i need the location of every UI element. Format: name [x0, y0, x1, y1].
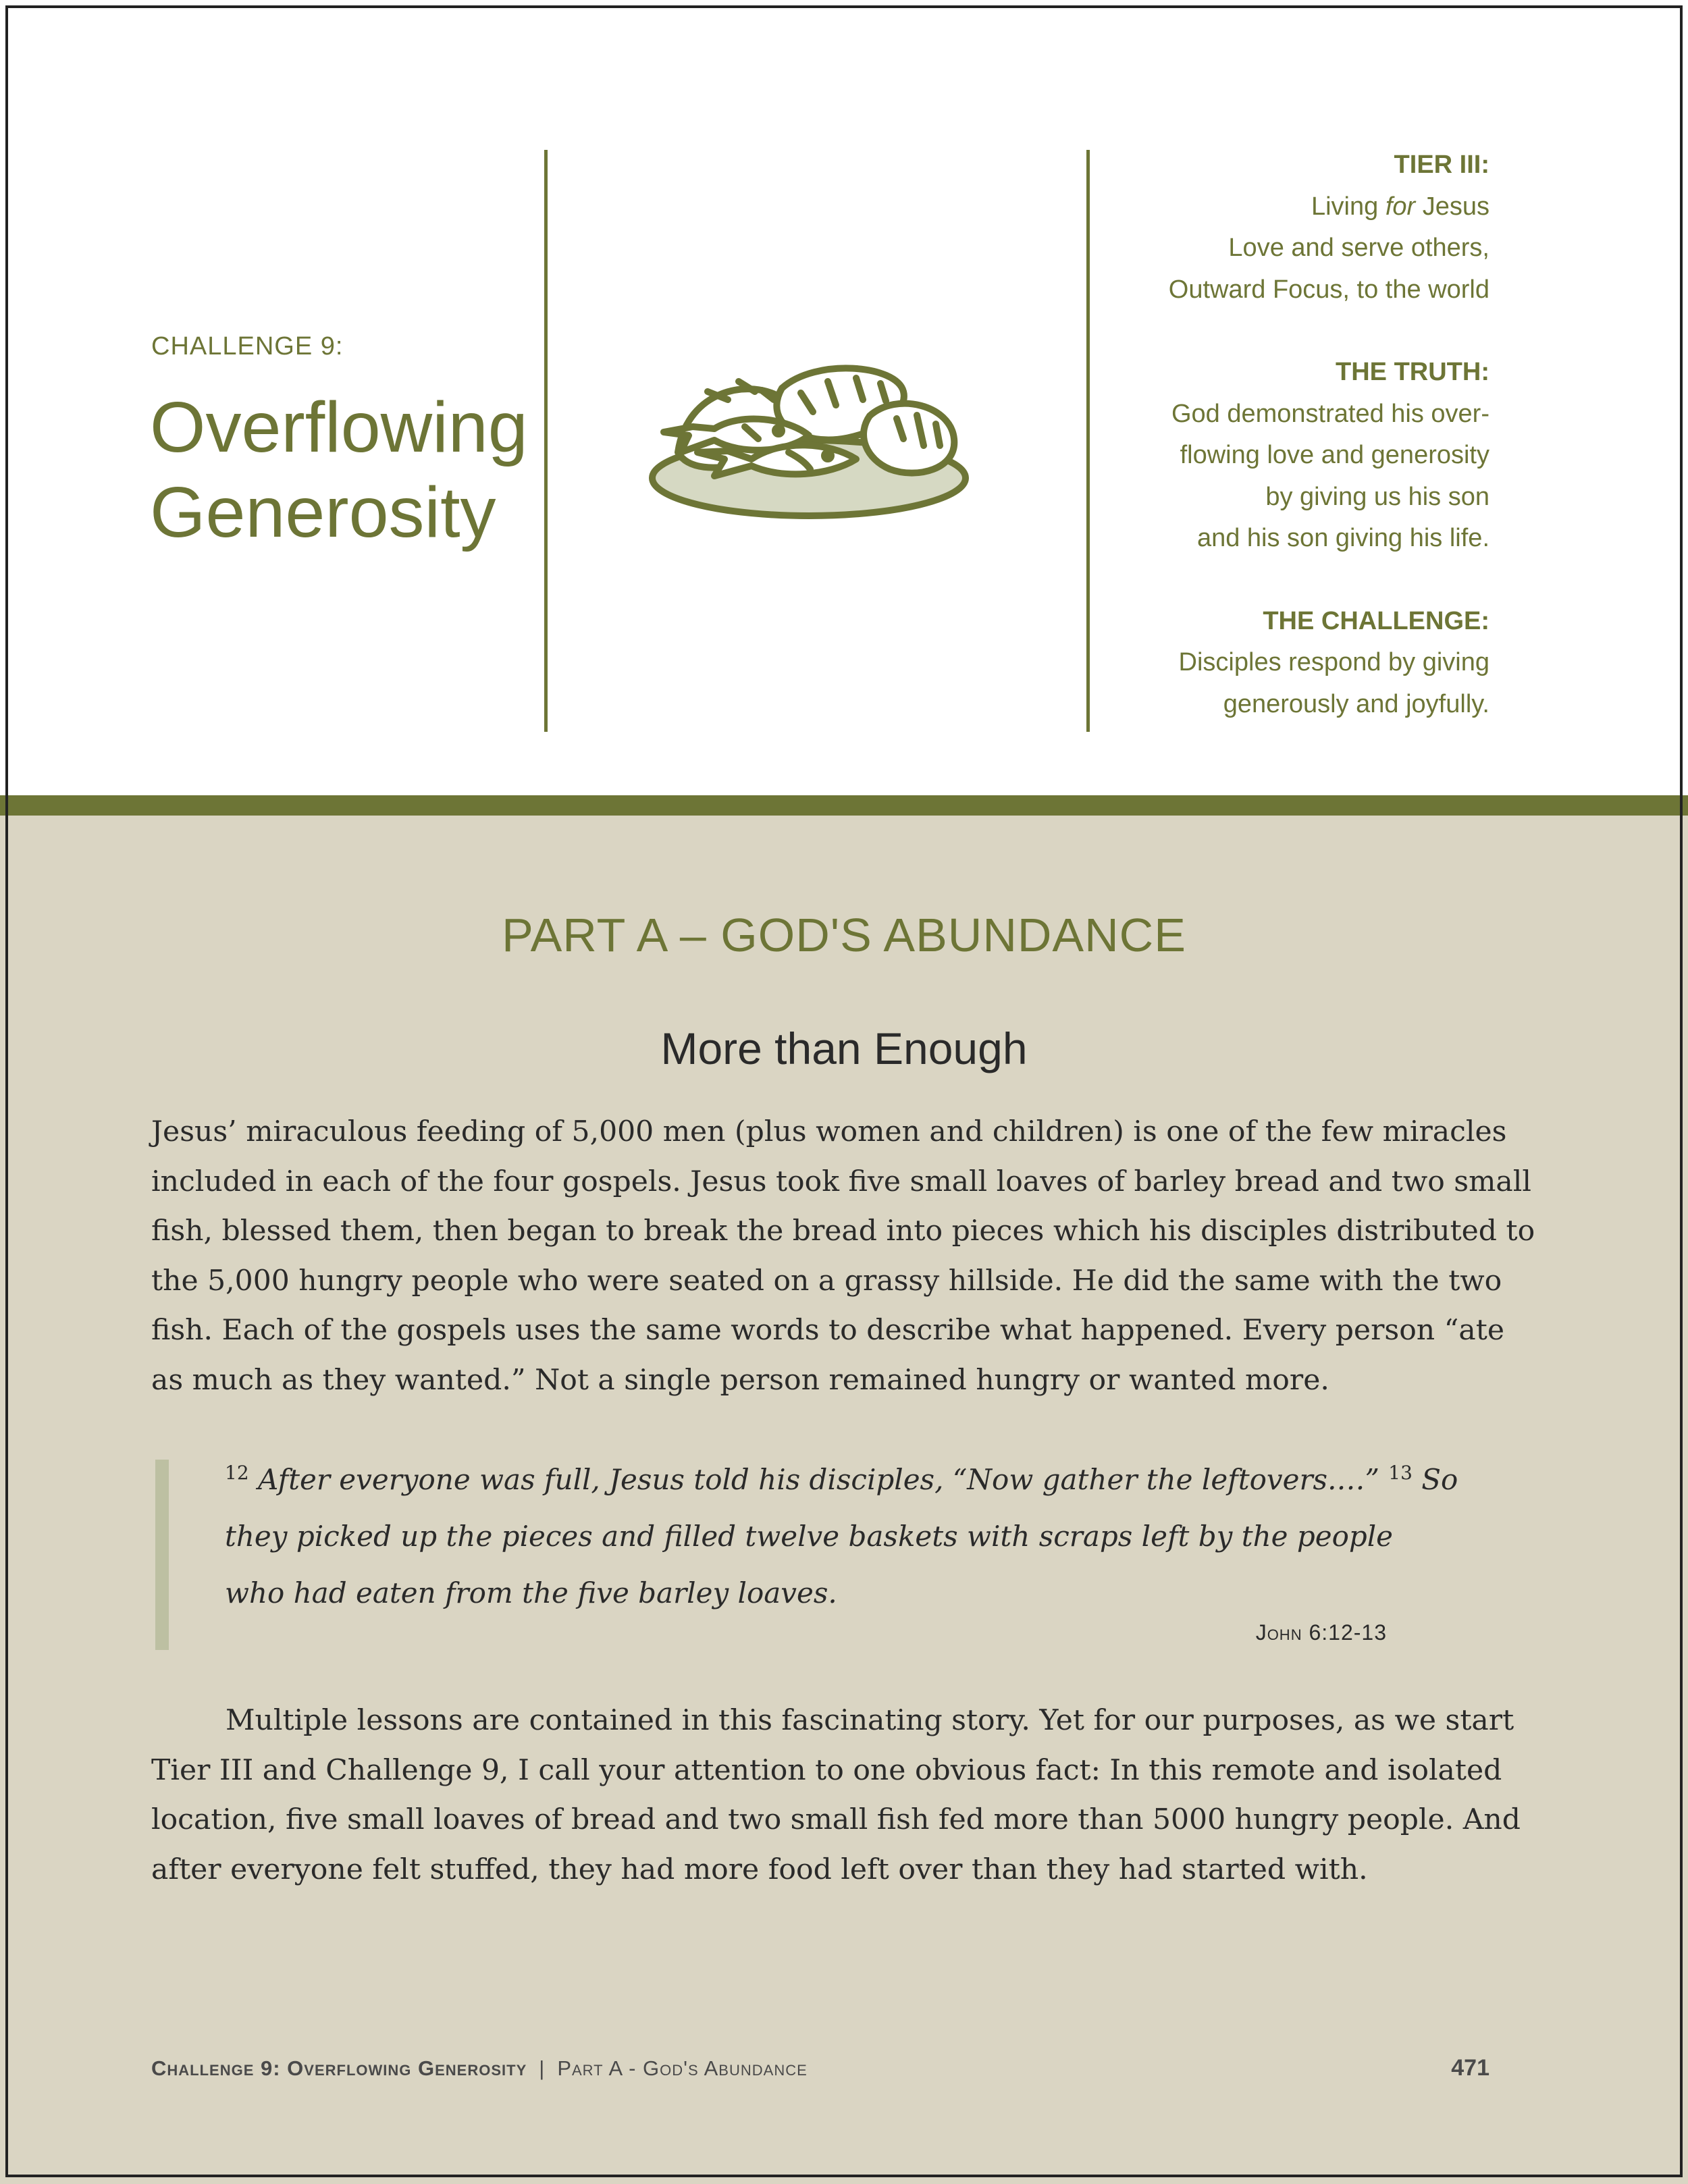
paragraph-1: Jesus’ miraculous feeding of 5,000 men (plus women and children) is one of the few miracles included in each of the four gospels. Jesus took five small loaves of barley bread and two small fish, blessed them, then began to break the bread into pieces which his disciples distributed to the 5,000 hungry people who were seated on a grassy hillside. He did the same with the two fish. Each of the gospels uses the same words to describe what happened. Every person “ate as much as they wanted.” Not a single person remained hungry or wanted more. [151, 1115, 1535, 1397]
title-line-2: Generosity [150, 473, 496, 552]
section-subtitle: More than Enough [660, 1023, 1028, 1073]
summary-panel [1017, 144, 1489, 725]
verse-number: 13 [1388, 1462, 1413, 1484]
footer-separator: | [539, 2056, 546, 2080]
paragraph-2-text: Multiple lessons are contained in this fascinating story. Yet for our purposes, as we start Tier III and Challenge 9, I call your attention to one obvious fact: In this remote and isolated location, five small loaves of bread and two small fish fed more than 5000 hungry people. And after everyone felt stuffed, they had more food left over than they had started with. [151, 1704, 1521, 1886]
scripture-quote [225, 1445, 1460, 1622]
page-number: 471 [1451, 2055, 1489, 2081]
tier-heading: TIER III: [1394, 151, 1489, 179]
bread-and-fish-icon [613, 351, 1005, 527]
truth-line: by giving us his son [1265, 482, 1489, 511]
challenge-line: Disciples respond by giving [1178, 648, 1489, 676]
verse-text: So they picked up the pieces and filled twelve baskets with scraps left by the people who had eaten from the five barley loaves. [225, 1463, 1458, 1609]
page-title [150, 385, 528, 555]
citation-text: John 6:12-13 [1255, 1620, 1387, 1645]
footer-section: Part A - God's Abundance [557, 2056, 808, 2080]
tier-line-1-post: Jesus [1415, 192, 1489, 221]
quote-bar [155, 1460, 169, 1650]
truth-heading: THE TRUTH: [1336, 358, 1489, 386]
verse-number: 12 [225, 1462, 249, 1484]
truth-line: God demonstrated his over- [1171, 399, 1489, 428]
section-heading: PART A – GOD'S ABUNDANCE [502, 909, 1186, 961]
paragraph-2 [151, 1696, 1535, 1894]
scripture-citation [1256, 1620, 1387, 1645]
tier-line-1-pre: Living [1311, 192, 1386, 221]
tier-line-1 [1017, 186, 1489, 228]
vertical-divider-left [544, 150, 548, 732]
title-line-1: Overflowing [150, 388, 528, 467]
truth-line: flowing love and generosity [1180, 441, 1489, 469]
challenge-heading: THE CHALLENGE: [1263, 606, 1489, 635]
verse-text: After everyone was full, Jesus told his disciples, “Now gather the leftovers.…” [248, 1463, 1389, 1496]
truth-line: and his son giving his life. [1196, 524, 1489, 552]
tier-line-2: Love and serve others, [1228, 234, 1489, 262]
challenge-label: CHALLENGE 9: [151, 332, 344, 361]
divider-band [0, 795, 1688, 816]
challenge-line: generously and joyfully. [1223, 689, 1489, 718]
tier-line-1-emphasis: for [1385, 192, 1416, 221]
footer-chapter: Challenge 9: Overflowing Generosity [151, 2056, 527, 2080]
running-footer [151, 2056, 808, 2081]
tier-line-3: Outward Focus, to the world [1168, 275, 1489, 304]
